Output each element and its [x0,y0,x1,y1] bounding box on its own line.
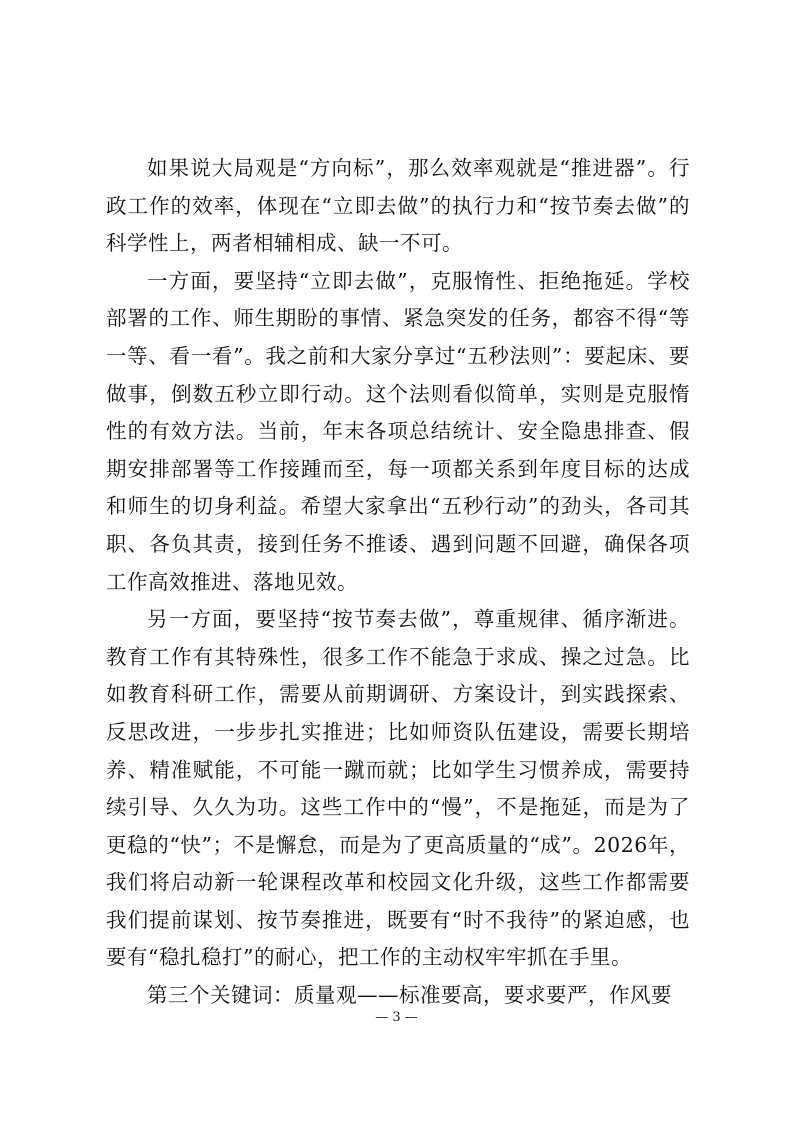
paragraph-keep-rhythm: 另一方面，要坚持“按节奏去做”，尊重规律、循序渐进。教育工作有其特殊性，很多工作不能急于求成、操之过急。比如教育科研工作，需要从前期调研、方案设计，到实践探索、反思改进，一步步扎实推进；比如师资队伍建设，需要长期培养、精准赋能，不可能一蹴而就；比如学生习惯养成，需要持续引导、久久为功。这些工作中的“慢”，不是拖延，而是为了更稳的“快”；不是懈怠，而是为了更高质量的“成”。2026年，我们将启动新一轮课程改革和校园文化升级，这些工作都需要我们提前谋划、按节奏推进，既要有“时不我待”的紧迫感，也要有“稳扎稳打”的耐心，把工作的主动权牢牢抓在手里。 [106,607,690,970]
page-number: — 3 — [375,1010,418,1025]
paragraph-act-immediately: 一方面，要坚持“立即去做”，克服惰性、拒绝拖延。学校部署的工作、师生期盼的事情、紧急突发的任务，都容不得“等一等、看一看”。我之前和大家分享过“五秒法则”：要起床、要做事，倒数五秒立即行动。这个法则看似简单，实则是克服惰性的有效方法。当前，年末各项总结统计、安全隐患排查、假期安排部署等工作接踵而至，每一项都关系到年度目标的达成和师生的切身利益。希望大家拿出“五秒行动”的劲头，各司其职、各负其责，接到任务不推诿、遇到问题不回避，确保各项工作高效推进、落地见效。 [106,268,690,594]
body-text [106,150,690,1015]
paragraph-efficiency-intro: 如果说大局观是“方向标”，那么效率观就是“推进器”。行政工作的效率，体现在“立即去做”的执行力和“按节奏去做”的科学性上，两者相辅相成、缺一不可。 [106,156,690,256]
paragraph-quality-heading: 第三个关键词：质量观——标准要高，要求要严，作风要 [147,983,672,1008]
